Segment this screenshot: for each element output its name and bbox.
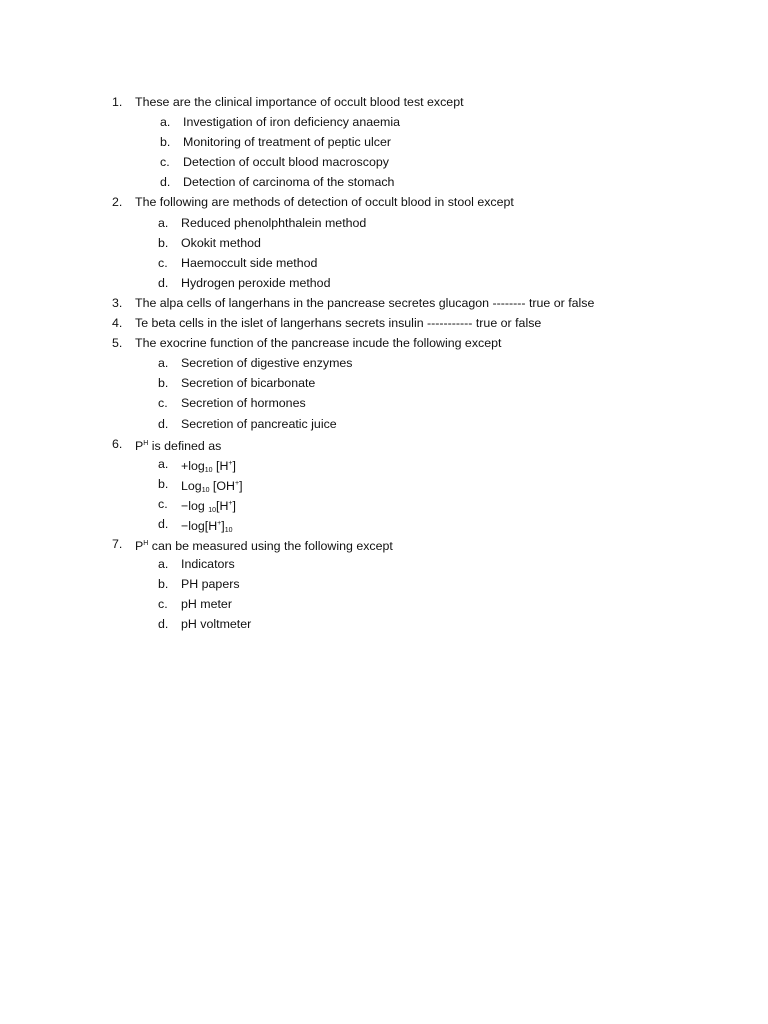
- question-text: The exocrine function of the pancrease incude the following except: [135, 336, 502, 351]
- subscript: 10: [204, 466, 213, 474]
- option-letter: a.: [158, 215, 169, 230]
- option-2b: [0, 234, 768, 254]
- option-letter: b.: [158, 577, 169, 592]
- formula-part: ]: [221, 518, 225, 533]
- subscript: 10: [224, 526, 233, 534]
- question-number: 3.: [112, 295, 123, 310]
- option-5b: [0, 374, 768, 394]
- option-7b: [0, 575, 768, 595]
- option-6d: [0, 515, 768, 535]
- option-letter: b.: [158, 376, 169, 391]
- option-letter: a.: [158, 356, 169, 371]
- formula-part: +log: [181, 458, 205, 473]
- question-number: 4.: [112, 316, 123, 331]
- option-text: Detection of occult blood macroscopy: [183, 155, 389, 170]
- option-letter: d.: [158, 275, 169, 290]
- question-text-rest: is defined as: [148, 438, 222, 453]
- question-number: 5.: [112, 336, 123, 351]
- option-letter: d.: [158, 416, 169, 431]
- option-7d: [0, 615, 768, 635]
- option-text: Okokit method: [181, 235, 261, 250]
- question-1: [0, 93, 768, 113]
- superscript: H: [143, 540, 149, 548]
- formula-part: ]: [239, 478, 243, 493]
- option-letter: c.: [158, 597, 168, 612]
- option-letter: b.: [160, 135, 171, 150]
- option-text: Secretion of pancreatic juice: [181, 416, 337, 431]
- subscript: 10: [208, 506, 217, 514]
- option-letter: d.: [160, 175, 171, 190]
- question-text: These are the clinical importance of occult blood test except: [135, 95, 464, 109]
- option-6b: [0, 475, 768, 495]
- formula-part: ]: [232, 498, 236, 513]
- option-5a: [0, 354, 768, 374]
- question-6: [0, 435, 768, 455]
- question-text-rest: can be measured using the following except: [148, 539, 393, 554]
- question-text-main: P: [135, 539, 144, 554]
- option-1b: [0, 133, 768, 153]
- option-text: pH voltmeter: [181, 617, 252, 632]
- option-letter: c.: [158, 496, 168, 511]
- option-2c: [0, 254, 768, 274]
- option-text: pH meter: [181, 597, 232, 612]
- question-text: [135, 535, 393, 555]
- formula-part: Log: [181, 478, 202, 493]
- option-text: PH papers: [181, 577, 240, 592]
- option-letter: c.: [158, 255, 168, 270]
- question-3: [0, 294, 768, 314]
- formula-part: [H: [212, 458, 229, 473]
- option-text: Investigation of iron deficiency anaemia: [183, 115, 400, 130]
- question-7: [0, 535, 768, 555]
- option-text: Secretion of bicarbonate: [181, 376, 316, 391]
- option-text: Reduced phenolphthalein method: [181, 215, 367, 230]
- superscript: +: [234, 479, 240, 487]
- question-4: [0, 314, 768, 334]
- option-text: Secretion of digestive enzymes: [181, 356, 353, 371]
- option-2d: [0, 274, 768, 294]
- subscript: 10: [201, 486, 210, 494]
- option-5c: [0, 394, 768, 414]
- superscript: H: [143, 439, 149, 447]
- formula-part: ]: [232, 458, 236, 473]
- question-text: The following are methods of detection of occult blood in stool except: [135, 195, 514, 210]
- superscript: +: [217, 519, 222, 527]
- superscript: +: [228, 459, 233, 467]
- question-text: [135, 435, 221, 455]
- option-text: Secretion of hormones: [181, 396, 306, 411]
- option-6a: [0, 455, 768, 475]
- option-2a: [0, 214, 768, 234]
- question-5: [0, 334, 768, 354]
- question-text: The alpa cells of langerhans in the pancrease secretes glucagon -------- true or false: [135, 295, 595, 310]
- option-text: Haemoccult side method: [181, 255, 318, 270]
- option-text: Monitoring of treatment of peptic ulcer: [183, 135, 391, 150]
- question-2: [0, 193, 768, 213]
- option-letter: c.: [160, 155, 170, 170]
- superscript: +: [228, 499, 233, 507]
- option-1a: [0, 113, 768, 133]
- formula-part: [H: [216, 498, 229, 513]
- option-text: Indicators: [181, 557, 235, 572]
- question-number: 2.: [112, 195, 123, 210]
- option-text: Detection of carcinoma of the stomach: [183, 175, 395, 190]
- option-1d: [0, 173, 768, 193]
- formula-part: −log[H: [181, 518, 218, 533]
- question-number: 1.: [112, 95, 123, 109]
- option-text: Hydrogen peroxide method: [181, 275, 331, 290]
- option-letter: a.: [158, 557, 169, 572]
- option-letter: b.: [158, 235, 169, 250]
- option-5d: [0, 415, 768, 435]
- option-7a: [0, 555, 768, 575]
- question-number: 6.: [112, 436, 123, 451]
- formula-part: [OH: [209, 478, 235, 493]
- option-letter: d.: [158, 617, 169, 632]
- question-list: [0, 93, 768, 636]
- question-text-main: P: [135, 438, 144, 453]
- option-letter: d.: [158, 516, 169, 531]
- option-letter: a.: [160, 115, 171, 130]
- option-7c: [0, 595, 768, 615]
- formula-part: −log: [181, 498, 209, 513]
- option-letter: c.: [158, 396, 168, 411]
- option-letter: b.: [158, 476, 169, 491]
- question-text: Te beta cells in the islet of langerhans secrets insulin ----------- true or false: [135, 316, 542, 331]
- question-number: 7.: [112, 537, 123, 552]
- option-6c: [0, 495, 768, 515]
- option-1c: [0, 153, 768, 173]
- option-letter: a.: [158, 456, 169, 471]
